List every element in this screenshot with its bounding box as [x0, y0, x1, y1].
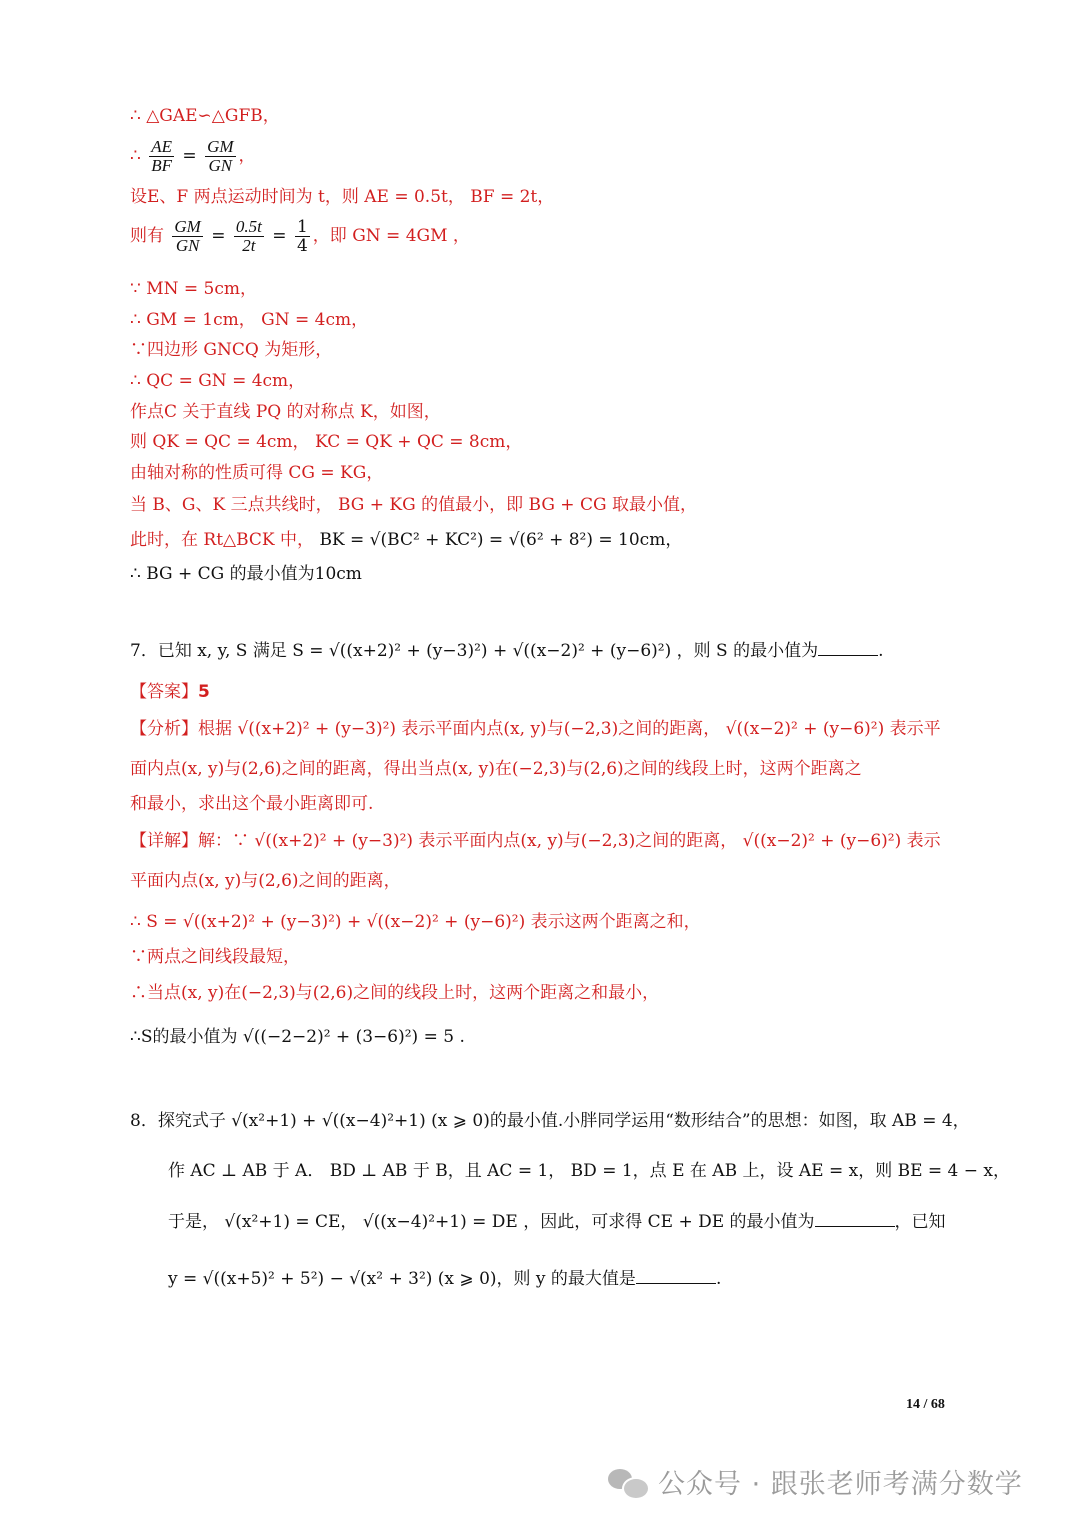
fraction-one-quarter: $\frac{1}{4}$	[296, 217, 308, 256]
step-line-5: ∵ MN = 5cm，	[130, 279, 258, 299]
page-number: 14 / 68	[906, 1397, 945, 1412]
step-line-7: ∵四边形 GNCQ 为矩形，	[130, 340, 333, 360]
question-8-line-3: 于是， √(x²+1) = CE， √((x−4)²+1) = DE ，因此，可求得 CE + DE 的最小值为 ，已知	[168, 1212, 946, 1232]
step-line-1: ∴ △GAE∽△GFB，	[130, 106, 280, 126]
fraction-gm-gn: $\frac{GM}{GN}$	[207, 137, 234, 175]
step-line-2: ∴ $\frac{AE}{BF}$ = $\frac{GM}{GN}$ ，	[130, 137, 256, 175]
step-line-6: ∴ GM = 1cm， GN = 4cm，	[130, 310, 369, 330]
watermark-text: 公众号 · 跟张老师考满分数学	[658, 1469, 1023, 1500]
detail-line-3: ∴ S = √((x+2)² + (y−3)²) + √((x−2)² + (y−6)²) 表示这两个距离之和，	[130, 912, 701, 932]
step-line-13: 此时，在 Rt△BCK 中， BK = √(BC² + KC²) = √(6² + 8²) = 10cm，	[130, 530, 683, 550]
detail-line-5: ∴当点(x, y)在(−2,3)与(2,6)之间的线段上时，这两个距离之和最小，	[130, 983, 660, 1003]
detail-line-6: ∴S的最小值为 √((−2−2)² + (3−6)²) = 5 .	[130, 1027, 465, 1047]
fraction-gm-gn-2: $\frac{GM}{GN}$	[174, 217, 201, 255]
step-line-11: 由轴对称的性质可得 CG = KG，	[130, 463, 384, 483]
question-8-line-1: 8．探究式子 √(x²+1) + √((x−4)²+1) (x ⩾ 0)的最小值.小胖同学运用“数形结合”的思想：如图，取 AB = 4，	[130, 1111, 970, 1131]
question-8-line-4: y = √((x+5)² + 5²) − √(x² + 3²) (x ⩾ 0)，则 y 的最大值是 .	[168, 1269, 722, 1289]
fraction-ae-bf: $\frac{AE}{BF}$	[151, 137, 173, 175]
wechat-icon	[606, 1465, 648, 1499]
step-line-14: ∴ BG + CG 的最小值为10cm	[130, 564, 362, 584]
step-line-8: ∴ QC = GN = 4cm，	[130, 371, 306, 391]
answer-blank-2	[636, 1269, 716, 1284]
therefore-symbol: ∴	[130, 146, 147, 166]
fraction-half-t: $\frac{0.5t}{2t}$	[235, 217, 262, 255]
question-8-line-2: 作 AC ⊥ AB 于 A． BD ⊥ AB 于 B，且 AC = 1， BD = 1，点 E 在 AB 上，设 AE = x，则 BE = 4 − x，	[168, 1161, 1011, 1181]
step-line-9: 作点C 关于直线 PQ 的对称点 K，如图，	[130, 402, 441, 422]
step-line-12: 当 B、G、K 三点共线时， BG + KG 的值最小，即 BG + CG 取最小值，	[130, 495, 697, 515]
step-line-4: 则有 $\frac{GM}{GN}$ = $\frac{0.5t}{2t}$ = $\frac{1}{4}$ ，即 GN = 4GM ，	[130, 217, 470, 256]
question-7: 7．已知 x, y, S 满足 S = √((x+2)² + (y−3)²) + √((x−2)² + (y−6)²) ，则 S 的最小值为 .	[130, 641, 884, 661]
detail-line-4: ∵两点之间线段最短，	[130, 947, 300, 967]
answer-value: 5	[198, 682, 210, 702]
detail-line-1: 【详解】解：∵ √((x+2)² + (y−3)²) 表示平面内点(x, y)与(−2,3)之间的距离， √((x−2)² + (y−6)²) 表示	[130, 831, 941, 851]
analysis-line-2: 面内点(x, y)与(2,6)之间的距离，得出当点(x, y)在(−2,3)与(2,6)之间的线段上时，这两个距离之	[130, 759, 862, 779]
analysis-line-3: 和最小，求出这个最小距离即可.	[130, 794, 374, 814]
answer-blank	[818, 641, 878, 656]
detail-line-2: 平面内点(x, y)与(2,6)之间的距离，	[130, 871, 401, 891]
watermark	[606, 1462, 1023, 1501]
step-line-10: 则 QK = QC = 4cm， KC = QK + QC = 8cm，	[130, 432, 523, 452]
answer-label: 【答案】	[130, 682, 198, 702]
answer-line	[130, 681, 210, 703]
step-line-3: 设E、F 两点运动时间为 t，则 AE = 0.5t， BF = 2t，	[130, 187, 555, 207]
analysis-line-1: 【分析】根据 √((x+2)² + (y−3)²) 表示平面内点(x, y)与(−2,3)之间的距离， √((x−2)² + (y−6)²) 表示平	[130, 719, 941, 739]
answer-blank-1	[815, 1212, 895, 1227]
